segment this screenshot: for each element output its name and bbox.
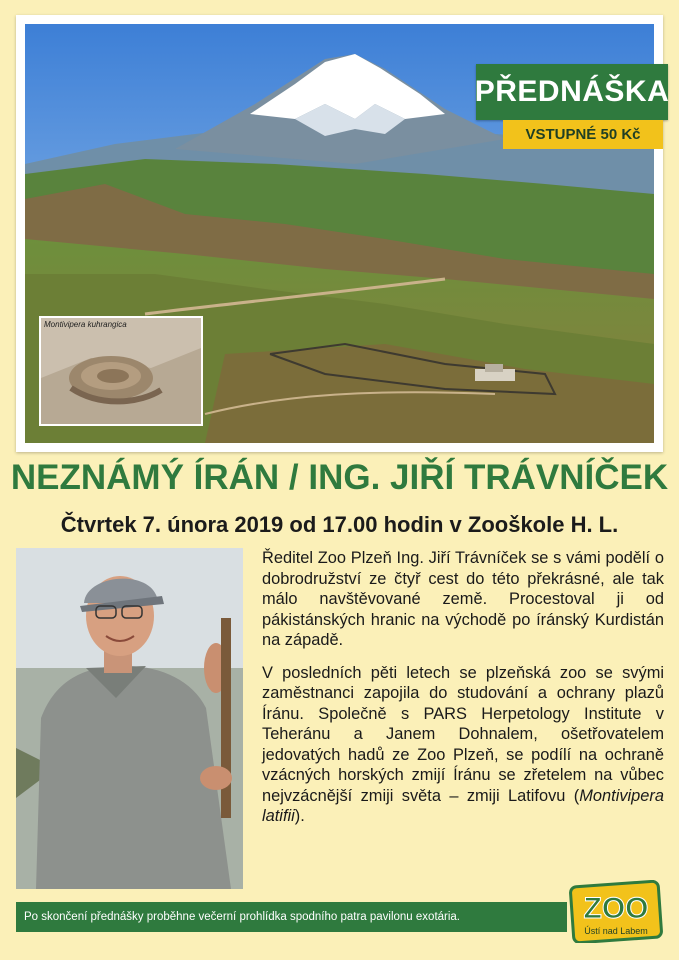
lecture-badge bbox=[476, 64, 668, 120]
event-date-line: Čtvrtek 7. února 2019 od 17.00 hodin v Zooškole H. L. bbox=[60, 512, 619, 537]
zoo-logo-main-text: ZOO bbox=[583, 892, 649, 925]
description bbox=[262, 548, 664, 839]
speaker-portrait bbox=[16, 548, 243, 889]
lecture-badge-label: PŘEDNÁŠKA bbox=[474, 75, 670, 108]
footer-text: Po skončení přednášky proběhne večerní prohlídka spodního patra pavilonu exotária. bbox=[24, 911, 461, 923]
species-name: Montivipera latifii bbox=[262, 786, 664, 825]
headline: NEZNÁMÝ ÍRÁN / ING. JIŘÍ TRÁVNÍČEK bbox=[10, 458, 669, 497]
description-paragraph-2 bbox=[262, 663, 664, 827]
zoo-logo bbox=[568, 880, 664, 943]
viper-image bbox=[41, 318, 201, 424]
description-paragraph-1: Ředitel Zoo Plzeň Ing. Jiří Trávníček se s vámi podělí o dobrodružství ze čtyř cest do této překrásné, ale tak málo navštěvované země. Procestoval ji od pákistánských hranic na východě po íránský Kurdistán na západě. bbox=[262, 549, 664, 649]
zoo-logo-graphic bbox=[568, 880, 664, 943]
paragraph-2-text: V posledních pěti letech se plzeňská zoo se svými zaměstnanci zapojila do studování a ochrany plazů Íránu. Společně s PARS Herpetology Institute v Teheránu a Janem Dohnalem, ošetřovatelem jedovatých hadů ze Zoo Plzeň, se podílí na ochraně vzácných horských zmijí Íránu se zřetelem na vůbec nejvzácnější zmiji světa – zmiji Latifovu ( bbox=[262, 663, 664, 805]
admission-badge bbox=[503, 120, 663, 149]
paragraph-2-end: ). bbox=[294, 807, 305, 825]
viper-inset-photo bbox=[39, 316, 203, 426]
footer-banner bbox=[16, 902, 567, 932]
admission-badge-label: VSTUPNÉ 50 Kč bbox=[525, 126, 641, 143]
inset-caption: Montivipera kuhrangica bbox=[44, 320, 127, 329]
speaker-image bbox=[16, 548, 243, 889]
zoo-logo-sub-text: Ústí nad Labem bbox=[584, 926, 648, 936]
